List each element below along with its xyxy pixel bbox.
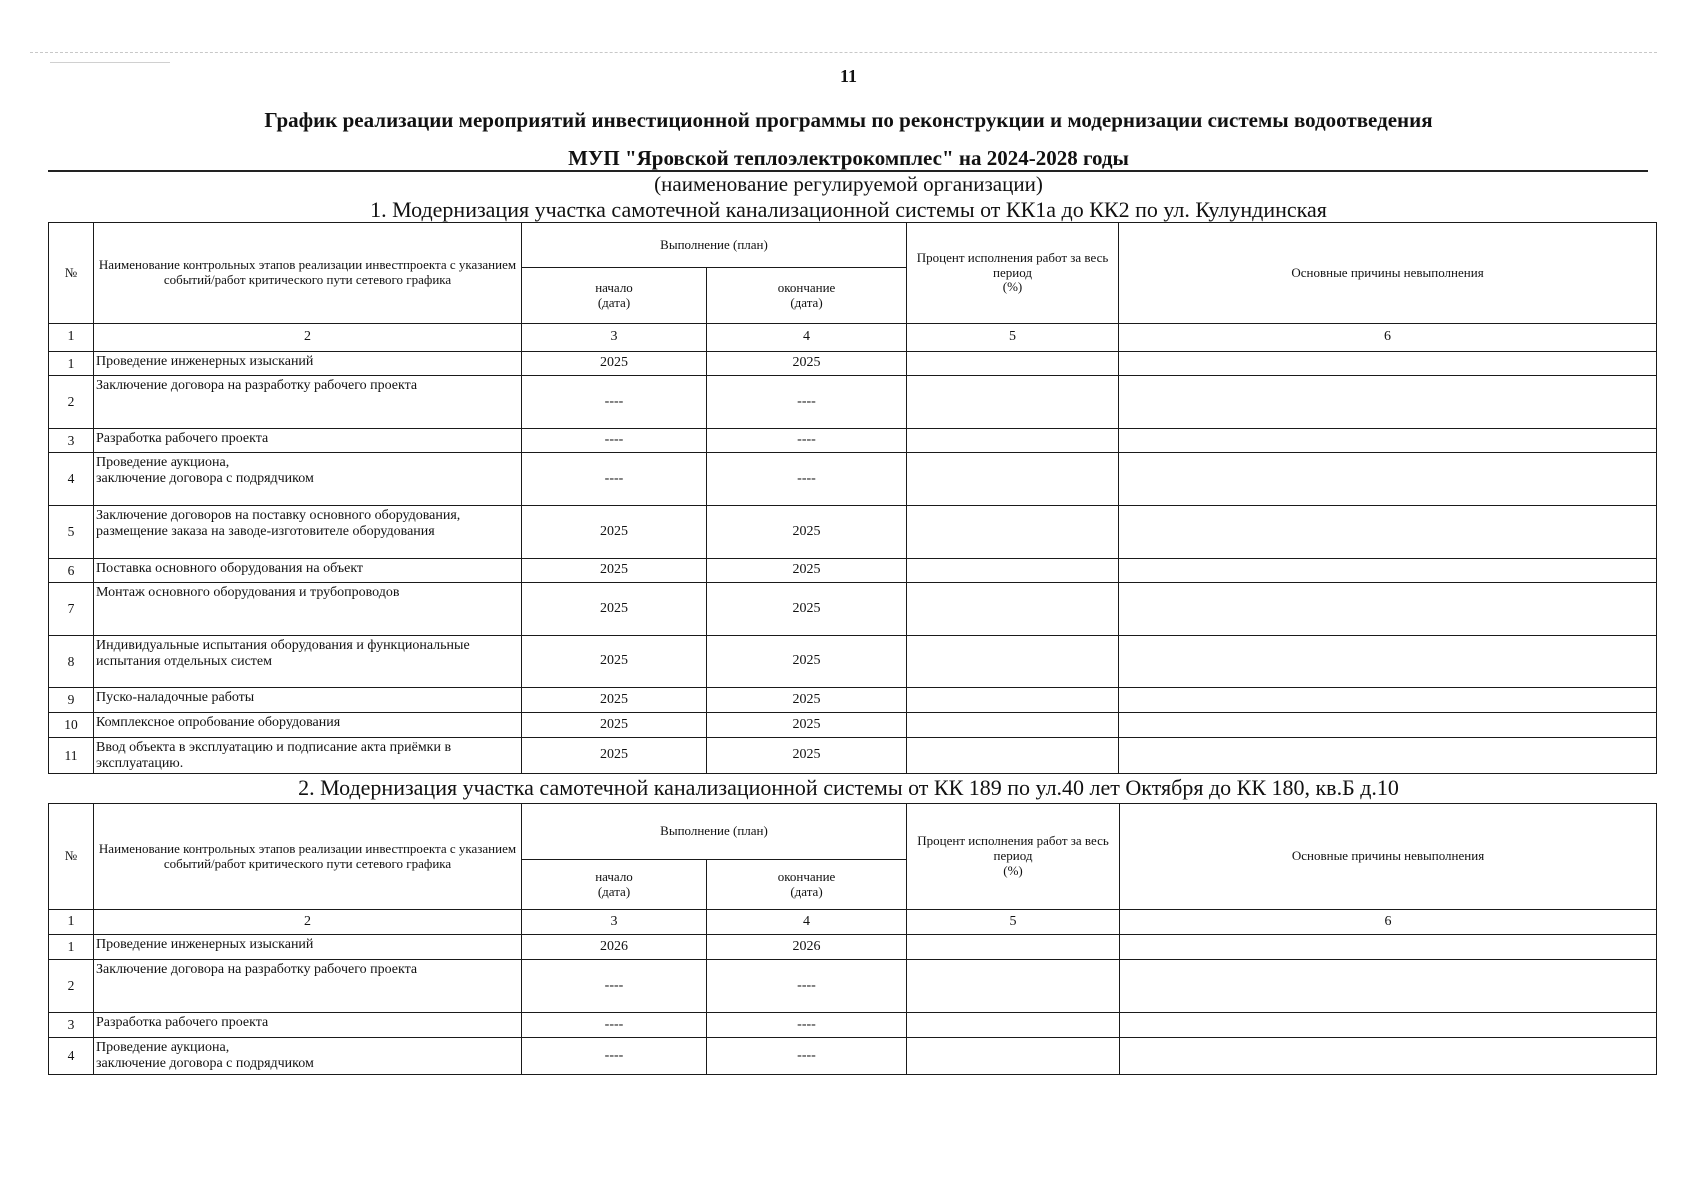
start-date: 2025: [522, 738, 707, 774]
percent-cell: [907, 583, 1119, 636]
header-end-date: окончание (дата): [707, 268, 907, 324]
column-number: 6: [1119, 324, 1657, 352]
row-number: 9: [49, 688, 94, 713]
stage-name: Заключение договора на разработку рабочего проекта: [94, 960, 522, 1013]
header-reasons: Основные причины невыполнения: [1119, 223, 1657, 324]
header-start-date: начало (дата): [522, 860, 707, 910]
row-number: 3: [49, 1013, 94, 1038]
percent-cell: [907, 352, 1119, 376]
table-row: [49, 376, 1657, 429]
start-date: ----: [522, 376, 707, 429]
row-number: 1: [49, 352, 94, 376]
header-end-date: окончание (дата): [707, 860, 907, 910]
document-title-line2: МУП "Яровской теплоэлектрокомплес" на 2024-2028 годы: [568, 146, 1129, 170]
end-date: 2025: [707, 506, 907, 559]
row-number: 4: [49, 1038, 94, 1075]
column-number: 6: [1120, 910, 1657, 935]
percent-cell: [907, 935, 1120, 960]
percent-cell: [907, 1038, 1120, 1075]
percent-cell: [907, 559, 1119, 583]
stage-name: Разработка рабочего проекта: [94, 1013, 522, 1038]
end-date: ----: [707, 376, 907, 429]
document-title-line1: График реализации мероприятий инвестиционной программы по реконструкции и модернизации системы водоотведения: [264, 108, 1433, 132]
stage-name: Проведение инженерных изысканий: [94, 352, 522, 376]
end-date: ----: [707, 1038, 907, 1075]
reasons-cell: [1119, 688, 1657, 713]
stage-name: Заключение договоров на поставку основного оборудования, размещение заказа на заводе-изготовителе оборудования: [94, 506, 522, 559]
row-number: 1: [49, 935, 94, 960]
percent-cell: [907, 960, 1120, 1013]
percent-cell: [907, 1013, 1120, 1038]
row-number: 6: [49, 559, 94, 583]
organization-caption: (наименование регулируемой организации): [654, 172, 1043, 196]
stage-name: Монтаж основного оборудования и трубопроводов: [94, 583, 522, 636]
reasons-cell: [1119, 376, 1657, 429]
table-row: [49, 636, 1657, 688]
column-number: 2: [94, 910, 522, 935]
header-stage-name: Наименование контрольных этапов реализации инвестпроекта с указанием событий/работ критического пути сетевого графика: [94, 223, 522, 324]
row-number: 3: [49, 429, 94, 453]
percent-cell: [907, 429, 1119, 453]
table-row: [49, 1038, 1657, 1075]
row-number: 5: [49, 506, 94, 559]
percent-cell: [907, 636, 1119, 688]
scan-top-rule: [30, 52, 1657, 53]
header-reasons: Основные причины невыполнения: [1120, 804, 1657, 910]
table-row: [49, 1013, 1657, 1038]
reasons-cell: [1120, 960, 1657, 1013]
reasons-cell: [1119, 429, 1657, 453]
start-date: ----: [522, 453, 707, 506]
column-number: 2: [94, 324, 522, 352]
column-number: 3: [522, 324, 707, 352]
end-date: ----: [707, 960, 907, 1013]
percent-cell: [907, 713, 1119, 738]
header-stage-name: Наименование контрольных этапов реализации инвестпроекта с указанием событий/работ критического пути сетевого графика: [94, 804, 522, 910]
percent-cell: [907, 688, 1119, 713]
reasons-cell: [1119, 453, 1657, 506]
reasons-cell: [1120, 935, 1657, 960]
row-number: 11: [49, 738, 94, 774]
end-date: ----: [707, 1013, 907, 1038]
table-row: [49, 738, 1657, 774]
stage-name: Пуско-наладочные работы: [94, 688, 522, 713]
row-number: 4: [49, 453, 94, 506]
table-row: [49, 559, 1657, 583]
table-row: [49, 713, 1657, 738]
stage-name: Проведение инженерных изысканий: [94, 935, 522, 960]
header-plan: Выполнение (план): [522, 804, 907, 860]
end-date: 2025: [707, 583, 907, 636]
table-row: [49, 688, 1657, 713]
stage-name: Индивидуальные испытания оборудования и функциональные испытания отдельных систем: [94, 636, 522, 688]
start-date: 2025: [522, 688, 707, 713]
start-date: 2025: [522, 636, 707, 688]
header-percent: Процент исполнения работ за весь период (%): [907, 223, 1119, 324]
scan-top-rule-short: [50, 62, 170, 63]
end-date: 2025: [707, 738, 907, 774]
section-1-title: 1. Модернизация участка самотечной канализационной системы от КК1а до КК2 по ул. Кулундинская: [370, 197, 1327, 222]
percent-cell: [907, 376, 1119, 429]
column-number: 5: [907, 910, 1120, 935]
end-date: 2025: [707, 559, 907, 583]
stage-name: Ввод объекта в эксплуатацию и подписание акта приёмки в эксплуатацию.: [94, 738, 522, 774]
start-date: 2025: [522, 352, 707, 376]
stage-name: Разработка рабочего проекта: [94, 429, 522, 453]
reasons-cell: [1119, 559, 1657, 583]
table-row: [49, 352, 1657, 376]
start-date: ----: [522, 1038, 707, 1075]
reasons-cell: [1119, 738, 1657, 774]
reasons-cell: [1119, 636, 1657, 688]
stage-name: Проведение аукциона, заключение договора с подрядчиком: [94, 453, 522, 506]
end-date: 2025: [707, 352, 907, 376]
end-date: 2025: [707, 713, 907, 738]
stage-name: Поставка основного оборудования на объект: [94, 559, 522, 583]
table-row: [49, 583, 1657, 636]
start-date: 2025: [522, 713, 707, 738]
column-number: 1: [49, 324, 94, 352]
stage-name: Проведение аукциона, заключение договора с подрядчиком: [94, 1038, 522, 1075]
end-date: ----: [707, 429, 907, 453]
header-no: №: [49, 804, 94, 910]
reasons-cell: [1119, 352, 1657, 376]
row-number: 7: [49, 583, 94, 636]
schedule-table-2: [48, 803, 1657, 1075]
row-number: 10: [49, 713, 94, 738]
start-date: ----: [522, 1013, 707, 1038]
table-row: [49, 429, 1657, 453]
header-percent: Процент исполнения работ за весь период (%): [907, 804, 1120, 910]
percent-cell: [907, 453, 1119, 506]
percent-cell: [907, 506, 1119, 559]
column-number: 4: [707, 324, 907, 352]
percent-cell: [907, 738, 1119, 774]
column-number: 5: [907, 324, 1119, 352]
table-row: [49, 935, 1657, 960]
table-row: [49, 960, 1657, 1013]
column-number: 3: [522, 910, 707, 935]
start-date: 2026: [522, 935, 707, 960]
schedule-table-1: [48, 222, 1657, 774]
start-date: ----: [522, 960, 707, 1013]
header-plan: Выполнение (план): [522, 223, 907, 268]
page-number: 11: [839, 66, 857, 86]
end-date: 2025: [707, 688, 907, 713]
end-date: 2025: [707, 636, 907, 688]
end-date: ----: [707, 453, 907, 506]
table-row: [49, 506, 1657, 559]
stage-name: Заключение договора на разработку рабочего проекта: [94, 376, 522, 429]
column-number: 4: [707, 910, 907, 935]
start-date: 2025: [522, 506, 707, 559]
column-number: 1: [49, 910, 94, 935]
stage-name: Комплексное опробование оборудования: [94, 713, 522, 738]
end-date: 2026: [707, 935, 907, 960]
start-date: 2025: [522, 583, 707, 636]
header-no: №: [49, 223, 94, 324]
row-number: 2: [49, 960, 94, 1013]
table-row: [49, 453, 1657, 506]
reasons-cell: [1119, 506, 1657, 559]
row-number: 8: [49, 636, 94, 688]
start-date: ----: [522, 429, 707, 453]
section-2-title: 2. Модернизация участка самотечной канализационной системы от КК 189 по ул.40 лет Октября до КК 180, кв.Б д.10: [298, 775, 1399, 800]
reasons-cell: [1120, 1038, 1657, 1075]
start-date: 2025: [522, 559, 707, 583]
header-start-date: начало (дата): [522, 268, 707, 324]
reasons-cell: [1119, 713, 1657, 738]
reasons-cell: [1119, 583, 1657, 636]
reasons-cell: [1120, 1013, 1657, 1038]
row-number: 2: [49, 376, 94, 429]
